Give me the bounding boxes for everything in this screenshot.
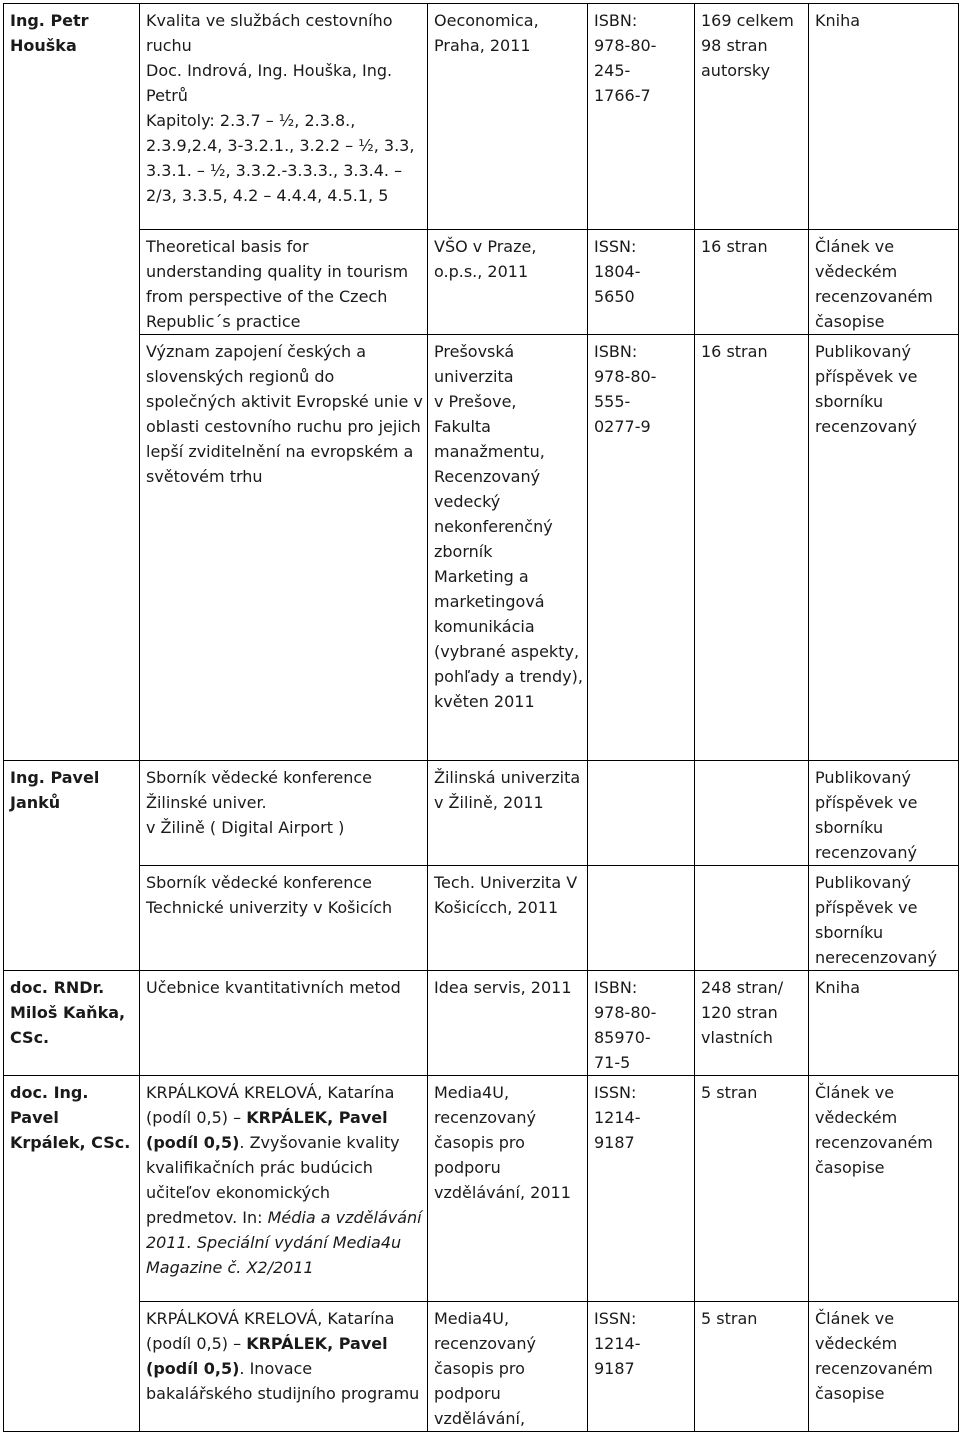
title-cell <box>140 4 428 230</box>
pages-cell: 248 stran/ 120 stran vlastních <box>695 971 809 1076</box>
publication-title: . Zvyšovanie kvality kvalifikačních prác budúcich učiteľov ekonomických predmetov. In: <box>146 1133 400 1227</box>
table-row <box>4 230 959 335</box>
publication-title: Kvalita ve službách cestovního ruchu Doc. Indrová, Ing. Houška, Ing. Petrů Kapitoly: 2.3.7 – ½, 2.3.8., 2.3.9,2.4, 3-3.2.1., 3.2.2 – ½, 3.3, 3.3.1. – ½, 3.3.2.-3.3.3., 3.3.4. – 2/3, 3.3.5, 4.2 – 4.4.4, 4.5.1, 5 <box>146 11 415 205</box>
publication-author-bold: KRPÁLEK, Pavel (podíl 0,5) <box>146 1108 388 1152</box>
publication-authors: KRPÁLKOVÁ KRELOVÁ, Katarína (podíl 0,5) – <box>146 1083 395 1127</box>
type-cell: Kniha <box>809 4 959 230</box>
author-cell: doc. Ing. Pavel Krpálek, CSc. <box>4 1076 140 1432</box>
identifier-cell <box>588 866 695 971</box>
pages-cell: 5 stran <box>695 1302 809 1432</box>
type-cell: Článek ve vědeckém recenzovaném časopise <box>809 1076 959 1302</box>
table-row <box>4 1302 959 1432</box>
identifier-cell: ISBN: 978-80- 245- 1766-7 <box>588 4 695 230</box>
identifier-cell: ISBN: 978-80- 85970- 71-5 <box>588 971 695 1076</box>
type-cell: Kniha <box>809 971 959 1076</box>
publication-title: Sborník vědecké konference Technické univerzity v Košicích <box>146 873 393 917</box>
publication-title: Význam zapojení českých a slovenských regionů do společných aktivit Evropské unie v oblasti cestovního ruchu pro jejich lepší zviditelnění na evropském a světovém trhu <box>146 342 423 486</box>
table-row <box>4 335 959 761</box>
publication-title: Theoretical basis for understanding quality in tourism from perspective of the Czech Republic´s practice <box>146 237 409 331</box>
publisher-cell: Idea servis, 2011 <box>428 971 588 1076</box>
title-cell <box>140 761 428 866</box>
publisher-cell: Prešovská univerzita v Prešove, Fakulta manažmentu, Recenzovaný vedecký nekonferenčný zborník Marketing a marketingová komunikácia (vybrané aspekty, pohľady a trendy), květen 2011 <box>428 335 588 761</box>
identifier-cell: ISSN: 1214- 9187 <box>588 1302 695 1432</box>
title-cell <box>140 1302 428 1432</box>
author-cell: Ing. Petr Houška <box>4 4 140 761</box>
publisher-cell: Media4U, recenzovaný časopis pro podporu vzdělávání, <box>428 1302 588 1432</box>
identifier-cell <box>588 761 695 866</box>
publications-table <box>3 3 959 1432</box>
type-cell: Publikovaný příspěvek ve sborníku nerecenzovaný <box>809 866 959 971</box>
publisher-cell: Žilinská univerzita v Žilině, 2011 <box>428 761 588 866</box>
title-cell <box>140 230 428 335</box>
publication-title: Sborník vědecké konference Žilinské univer. v Žilině ( Digital Airport ) <box>146 768 373 837</box>
table-row <box>4 1076 959 1302</box>
pages-cell: 16 stran <box>695 335 809 761</box>
type-cell: Publikovaný příspěvek ve sborníku recenzovaný <box>809 761 959 866</box>
identifier-cell: ISSN: 1804- 5650 <box>588 230 695 335</box>
pages-cell <box>695 761 809 866</box>
author-cell: Ing. Pavel Janků <box>4 761 140 971</box>
type-cell: Publikovaný příspěvek ve sborníku recenzovaný <box>809 335 959 761</box>
publication-source: Média a vzdělávání 2011. Speciální vydání Media4u Magazine č. X2/2011 <box>146 1208 422 1277</box>
publication-title: . Inovace bakalářského studijního programu <box>146 1359 420 1403</box>
publisher-cell: VŠO v Praze, o.p.s., 2011 <box>428 230 588 335</box>
publisher-cell: Tech. Univerzita V Košicícch, 2011 <box>428 866 588 971</box>
publication-authors: KRPÁLKOVÁ KRELOVÁ, Katarína (podíl 0,5) – <box>146 1309 395 1353</box>
table-row <box>4 4 959 230</box>
pages-cell: 16 stran <box>695 230 809 335</box>
publisher-cell: Oeconomica, Praha, 2011 <box>428 4 588 230</box>
identifier-cell: ISSN: 1214- 9187 <box>588 1076 695 1302</box>
publication-title: Učebnice kvantitativních metod <box>146 978 401 997</box>
table-row <box>4 971 959 1076</box>
author-cell: doc. RNDr. Miloš Kaňka, CSc. <box>4 971 140 1076</box>
table-row <box>4 866 959 971</box>
title-cell <box>140 1076 428 1302</box>
publisher-cell: Media4U, recenzovaný časopis pro podporu vzdělávání, 2011 <box>428 1076 588 1302</box>
pages-cell: 5 stran <box>695 1076 809 1302</box>
title-cell <box>140 335 428 761</box>
identifier-cell: ISBN: 978-80- 555- 0277-9 <box>588 335 695 761</box>
type-cell: Článek ve vědeckém recenzovaném časopise <box>809 1302 959 1432</box>
pages-cell <box>695 866 809 971</box>
type-cell: Článek ve vědeckém recenzovaném časopise <box>809 230 959 335</box>
publication-author-bold: KRPÁLEK, Pavel (podíl 0,5) <box>146 1334 388 1378</box>
pages-cell: 169 celkem 98 stran autorsky <box>695 4 809 230</box>
table-row <box>4 761 959 866</box>
title-cell <box>140 866 428 971</box>
title-cell <box>140 971 428 1076</box>
